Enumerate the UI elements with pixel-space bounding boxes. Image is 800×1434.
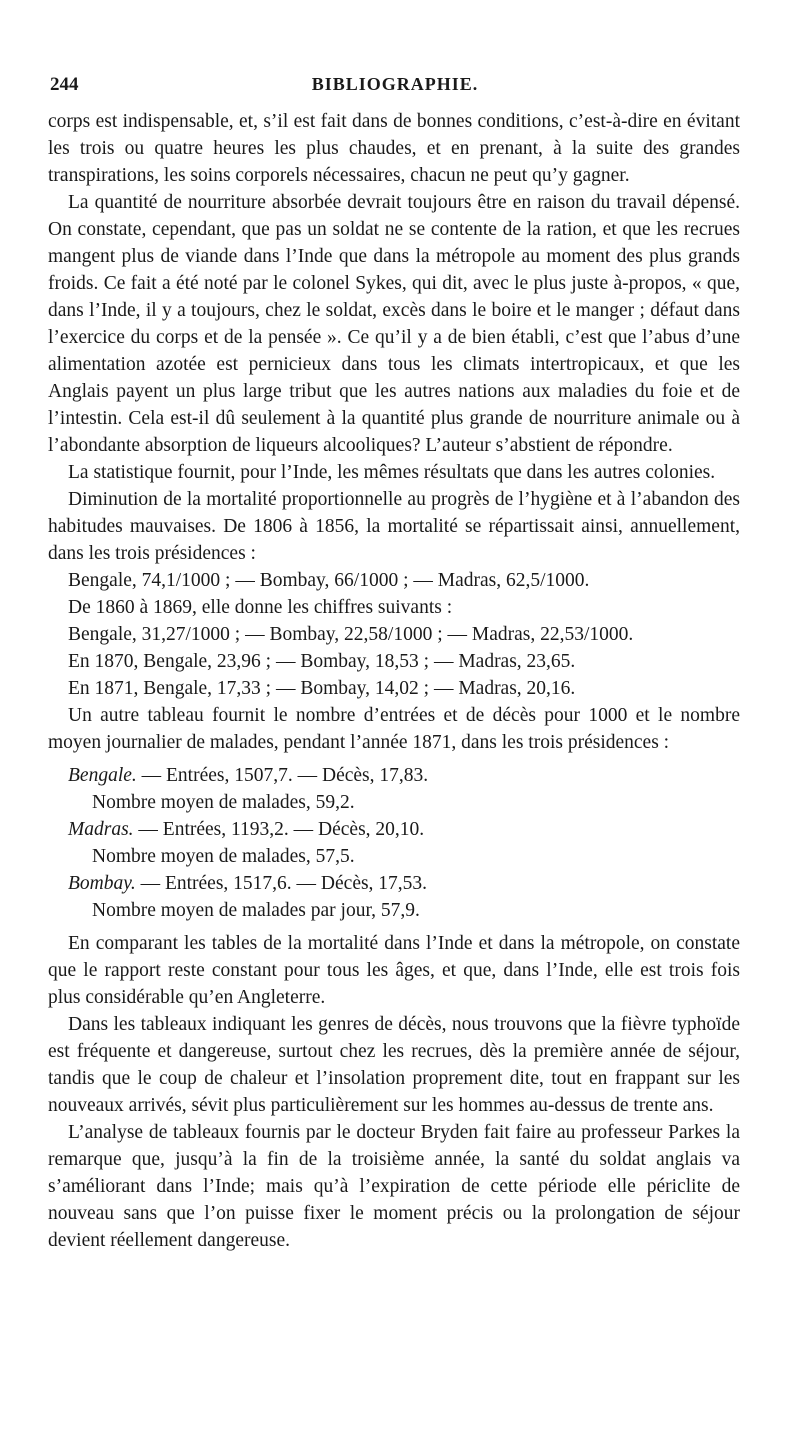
presidency-entries: — Entrées, 1517,6. — Décès, 17,53. [140,873,428,894]
presidency-entries: — Entrées, 1507,7. — Décès, 17,83. [141,765,429,786]
paragraph: La statistique fournit, pour l’Inde, les mêmes résultats que dans les autres colonies. [68,462,716,483]
paragraph: La quantité de nourriture absorbée devrait toujours être en raison du travail dépensé. On constate, cependant, que pas un soldat ne se contente de la ration, et que les recrues mangent plus de viande dans l’Inde que dans la métropole au moment des plus grands froids. Ce fait a été noté par le colonel Sykes, qui dit, avec le plus juste à-propos, « que, dans l’Inde, il y a toujours, chez le soldat, excès dans le boire et le manger ; défaut dans l’exercice du corps et de la pensée ». Ce qu’il y a de bien établi, c’est que l’abus d’une alimentation azotée est pernicieux dans tous les climats intertropicaux, et que les Anglais payent un plus large tribut que les autres nations aux maladies du foie et de l’intestin. Cela est-il dû seulement à la quantité plus grande de nourriture animale ou à l’abondante absorption de liqueurs alcooliques? L’auteur s’abstient de répondre. [48,192,740,456]
paragraph: Dans les tableaux indiquant les genres de décès, nous trouvons que la fièvre typhoïde est fréquente et dangereuse, surtout chez les recrues, dès la première année de séjour, tandis que le coup de chaleur et l’insolation proprement dite, tout en frappant sur les nouveaux arrivés, sévit plus particulièrement sur les hommes au-dessus de trente ans. [48,1014,740,1116]
presidency-entry [68,762,740,789]
page-header [50,70,740,100]
presidency-entries: — Entrées, 1193,2. — Décès, 20,10. [138,819,425,840]
paragraph: Un autre tableau fournit le nombre d’entrées et de décès pour 1000 et le nombre moyen journalier de malades, pendant l’année 1871, dans les trois présidences : [48,705,740,753]
presidency-sick: Nombre moyen de malades, 59,2. [92,792,355,813]
page-number: 244 [50,74,79,95]
paragraph: En comparant les tables de la mortalité dans l’Inde et dans la métropole, on constate que le rapport reste constant pour tous les âges, et que, dans l’Inde, elle est trois fois plus considérable qu’en Angleterre. [48,933,740,1008]
presidency-sick: Nombre moyen de malades par jour, 57,9. [92,900,420,921]
presidency-name: Bengale. [68,765,137,786]
mortality-line: Bengale, 74,1/1000 ; — Bombay, 66/1000 ; — Madras, 62,5/1000. [68,570,590,591]
mortality-line: Bengale, 31,27/1000 ; — Bombay, 22,58/1000 ; — Madras, 22,53/1000. [68,624,634,645]
presidency-name: Bombay. [68,873,136,894]
running-head: BIBLIOGRAPHIE. [311,74,479,94]
mortality-line: De 1860 à 1869, elle donne les chiffres suivants : [68,597,453,618]
presidency-sick: Nombre moyen de malades, 57,5. [92,846,355,867]
paragraph: L’analyse de tableaux fournis par le docteur Bryden fait faire au professeur Parkes la remarque que, jusqu’à la fin de la troisième année, la santé du soldat anglais va s’améliorant dans l’Inde; mais qu’à l’expiration de cette période elle périclite de nouveau sans que l’on puisse fixer le moment précis ou la prolongation de séjour devient réellement dangereuse. [48,1122,740,1251]
body-text [48,108,740,1254]
paragraph: Diminution de la mortalité proportionnelle au progrès de l’hygiène et à l’abandon des habitudes mauvaises. De 1806 à 1856, la mortalité se répartissait ainsi, annuellement, dans les trois présidences : [48,489,740,564]
presidency-entry [68,816,740,843]
mortality-line: En 1871, Bengale, 17,33 ; — Bombay, 14,02 ; — Madras, 20,16. [68,678,576,699]
paragraph: corps est indispensable, et, s’il est fait dans de bonnes conditions, c’est-à-dire en évitant les trois ou quatre heures les plus chaudes, et en prenant, à la suite des grandes transpirations, les soins corporels nécessaires, chacun ne peut qu’y gagner. [48,111,740,186]
presidency-list [68,762,740,924]
mortality-line: En 1870, Bengale, 23,96 ; — Bombay, 18,53 ; — Madras, 23,65. [68,651,576,672]
presidency-entry [68,870,740,897]
presidency-name: Madras. [68,819,134,840]
